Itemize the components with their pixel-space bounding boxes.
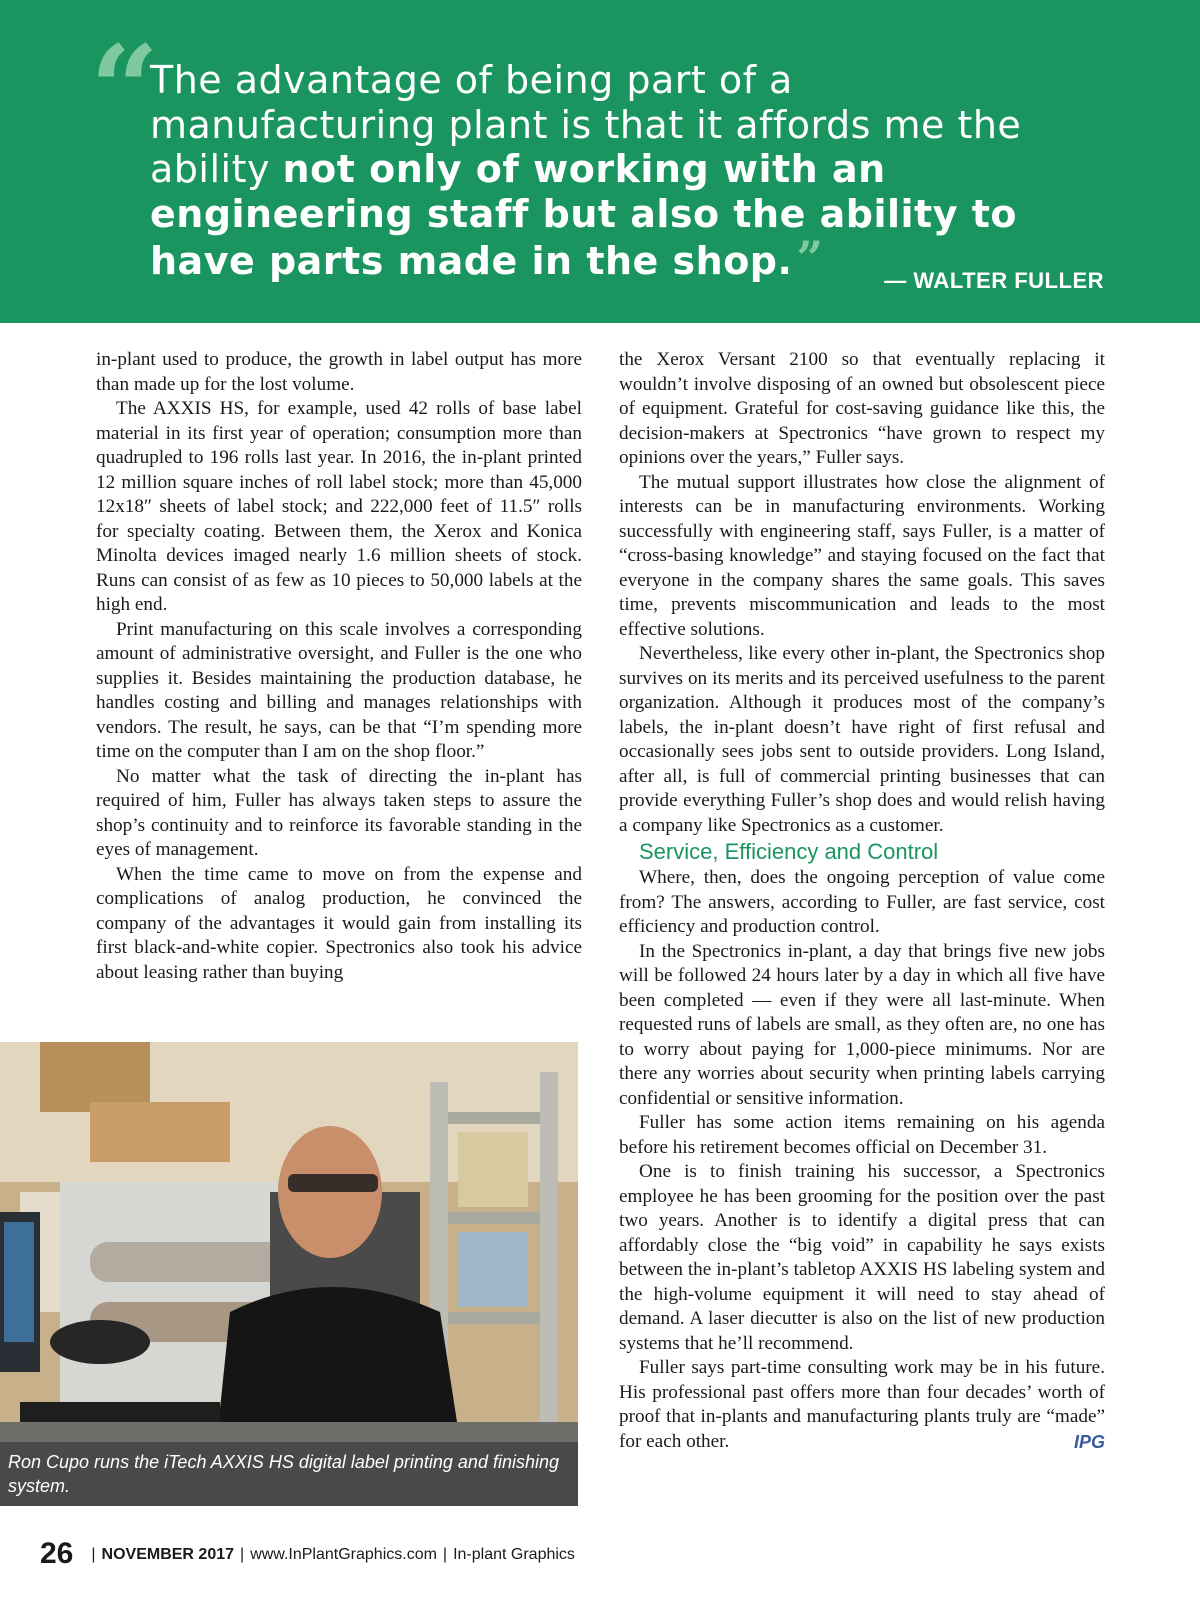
pull-quote-attribution: — WALTER FULLER [884,268,1104,293]
paragraph: The mutual support illustrates how close the alignment of interests can be in manufacturing environments. Working successfully with engineering staff, says Fuller, is a matter of “cross-basing knowledge” and staying focused on the fact that everyone in the company shares the same goals. This saves time, prevents miscommunication and leads to the most effective solutions. [619,471,1105,640]
paragraph: Nevertheless, like every other in-plant, the Spectronics shop survives on its merits and its perceived usefulness to the parent organization. Although it produces most of the company’s labels, the in-plant doesn’t have right of first refusal and occasionally sees jobs sent to outside providers. Long Island, after all, is full of commercial printing businesses that can provide everything Fuller’s shop does and would relish having a company like Spectronics as a customer. [619,643,1105,836]
pull-quote-banner [0,0,1200,323]
photo-illustration [0,1042,578,1506]
photo-caption [0,1442,578,1506]
close-quote-icon: ” [796,231,824,285]
footer-separator: | [91,1546,96,1563]
paragraph: Where, then, does the ongoing perception of value come from? The answers, according to Fuller, are fast service, cost efficiency and production control. [619,867,1105,937]
article-photo [0,1042,578,1506]
article-column-left [96,348,582,985]
end-mark: IPG [1073,1431,1105,1452]
publication-name: In-plant Graphics [453,1546,575,1563]
open-quote-icon: “ [90,19,160,160]
paragraph: in-plant used to produce, the growth in label output has more than made up for the lost volume. [96,349,582,395]
paragraph-last [619,1356,1105,1454]
paragraph: the Xerox Versant 2100 so that eventually replacing it wouldn’t involve disposing of an owned but obsolescent piece of equipment. Grateful for cost-saving guidance like this, the decision-makers at Spectronics “have grown to respect my opinions over the years,” Fuller says. [619,349,1105,468]
pull-quote-text [150,58,1050,284]
paragraph-text: Fuller says part-time consulting work may be in his future. His professional past offers more than four decades’ worth of proof that in-plants and manufacturing plants truly are “made” for each other. [619,1357,1105,1452]
paragraph: One is to finish training his successor, a Spectronics employee he has been grooming for the position over the past two years. Another is to identify a digital press that can affordably close the “big void” in capability he says exists between the in-plant’s tabletop AXXIS HS labeling system and the high-volume equipment it will need to stay ahead of demand. A laser diecutter is also on the list of new production systems that he’ll recommend. [619,1161,1105,1354]
footer-separator: | [240,1546,245,1563]
page-footer [40,1537,575,1571]
paragraph: In the Spectronics in-plant, a day that brings five new jobs will be followed 24 hours later by a day in which all five have been completed — even if they were all last-minute. When requested runs of labels are small, as they often are, no one has to worry about paying for 1,000-piece minimums. Nor are there any worries about security when printing labels carrying confidential or sensitive information. [619,940,1105,1109]
pull-quote-bold: not only of working with an engineering staff but also the ability to have parts made in the shop. [150,147,1017,283]
page-number: 26 [40,1537,74,1570]
paragraph: No matter what the task of directing the in-plant has required of him, Fuller has always taken steps to assure the shop’s continuity and to reinforce its favorable standing in the eyes of management. [96,765,582,860]
website-link[interactable]: www.InPlantGraphics.com [250,1546,437,1563]
photo-caption-text: Ron Cupo runs the iTech AXXIS HS digital label printing and finishing system. [8,1452,559,1496]
section-subhead: Service, Efficiency and Control [639,839,939,864]
paragraph: When the time came to move on from the expense and complications of analog production, he convinced the company of the advantages it would gain from installing its first black-and-white copier. Spectronics also took his advice about leasing rather than buying [96,863,582,983]
pull-quote-regular: The advantage of being part of a manufacturing plant is that it affords me the ability [150,58,1022,191]
footer-separator: | [442,1546,448,1563]
paragraph: Print manufacturing on this scale involves a corresponding amount of administrative oversight, and Fuller is the one who supplies it. Besides maintaining the production database, he handles costing and billing and manages relationships with vendors. The result, he says, can be that “I’m spending more time on the computer than I am on the shop floor.” [96,618,582,762]
article-column-right [619,348,1105,1454]
issue-date: NOVEMBER 2017 [101,1546,235,1563]
paragraph: Fuller has some action items remaining on his agenda before his retirement becomes official on December 31. [619,1112,1105,1158]
paragraph: The AXXIS HS, for example, used 42 rolls of base label material in its first year of operation; consumption more than quadrupled to 196 rolls last year. In 2016, the in-plant printed 12 million square inches of roll label stock; more than 45,000 12x18″ sheets of label stock; and 222,000 feet of 11.5″ rolls for specialty coating. Between them, the Xerox and Konica Minolta devices imaged nearly 1.6 million sheets of stock. Runs can consist of as few as 10 pieces to 50,000 labels at the high end. [96,398,582,615]
